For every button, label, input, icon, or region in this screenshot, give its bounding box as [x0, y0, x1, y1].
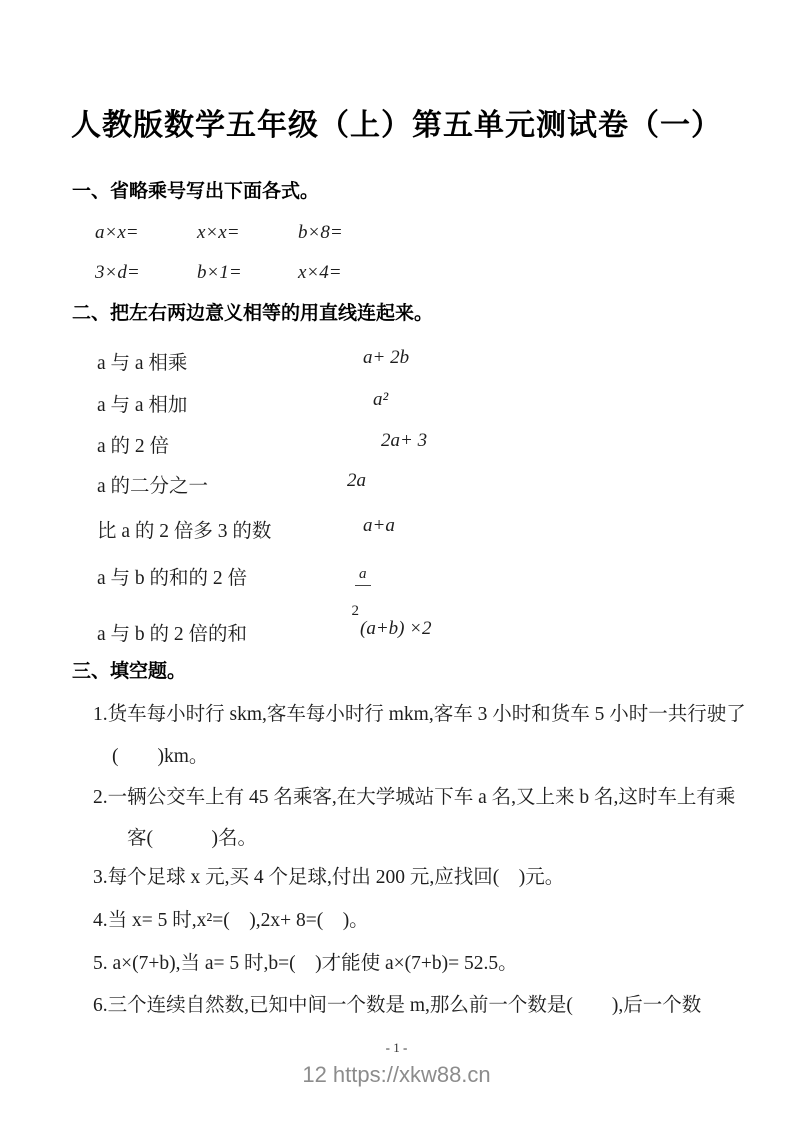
question-line: 5. a×(7+b),当 a= 5 时,b=( )才能使 a×(7+b)= 52.5。: [93, 953, 518, 974]
match-left-item: a 与 b 的 2 倍的和: [97, 624, 248, 645]
question-line: 4.当 x= 5 时,x²=( ),2x+ 8=( )。: [93, 910, 369, 931]
match-right-item: 2a+ 3: [381, 430, 428, 451]
match-left-item: a 与 a 相加: [97, 395, 188, 416]
expression: b×1=: [197, 262, 242, 283]
question-line: 6.三个连续自然数,已知中间一个数是 m,那么前一个数是( ),后一个数: [93, 995, 702, 1016]
question-line: 2.一辆公交车上有 45 名乘客,在大学城站下车 a 名,又上来 b 名,这时车上有乘: [93, 787, 736, 808]
match-right-item: a+a: [363, 515, 395, 536]
match-left-item: a 的 2 倍: [97, 436, 170, 457]
match-left-item: a 与 b 的和的 2 倍: [97, 568, 248, 589]
question-line: ( )km。: [112, 746, 209, 767]
match-right-item: a²: [373, 389, 389, 410]
fraction-denominator: 2: [351, 603, 359, 619]
question-line: 客( )名。: [127, 828, 257, 849]
match-left-item: a 的二分之一: [97, 476, 209, 497]
match-left-item: 比 a 的 2 倍多 3 的数: [97, 521, 272, 542]
question-line: 1.货车每小时行 skm,客车每小时行 mkm,客车 3 小时和货车 5 小时一共行驶了: [93, 704, 746, 725]
match-right-item: a+ 2b: [363, 347, 410, 368]
match-right-item: 2a: [347, 470, 366, 491]
match-left-item: a 与 a 相乘: [97, 353, 188, 374]
expression: 3×d=: [95, 262, 140, 283]
expression: b×8=: [298, 222, 343, 243]
match-right-item: (a+b) ×2: [360, 618, 432, 639]
section3-heading: 三、填空题。: [72, 661, 187, 682]
expression: x×4=: [298, 262, 342, 283]
question-line: 3.每个足球 x 元,买 4 个足球,付出 200 元,应找回( )元。: [93, 867, 565, 888]
page-number: - 1 -: [385, 1040, 408, 1055]
exam-title: 人教版数学五年级（上）第五单元测试卷（一）: [71, 109, 722, 142]
section2-heading: 二、把左右两边意义相等的用直线连起来。: [72, 303, 434, 324]
expression: x×x=: [197, 222, 240, 243]
watermark-url: 12 https://xkw88.cn: [302, 1062, 491, 1087]
expression: a×x=: [95, 222, 139, 243]
fraction-numerator: a: [355, 567, 371, 586]
section1-heading: 一、省略乘号写出下面各式。: [72, 181, 320, 202]
